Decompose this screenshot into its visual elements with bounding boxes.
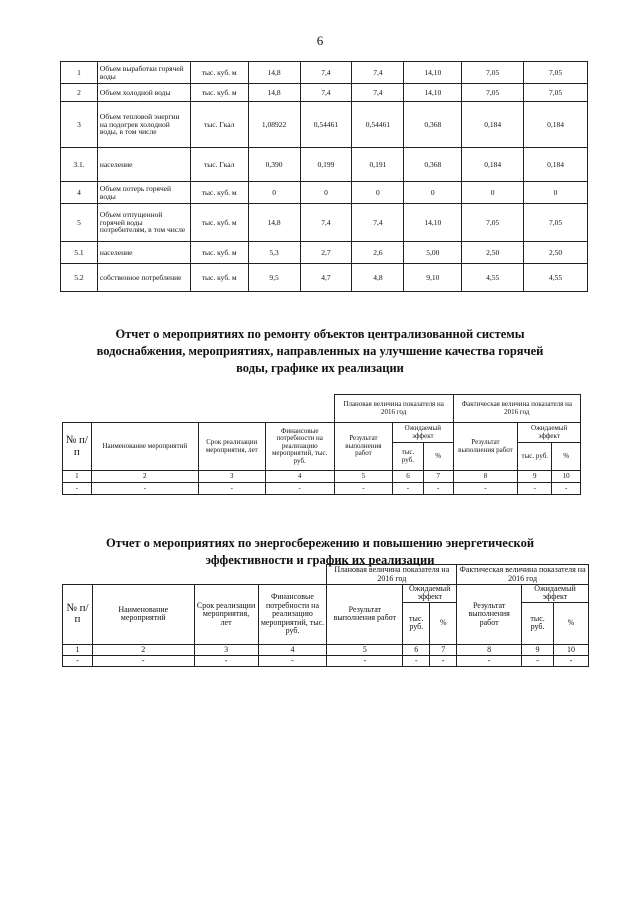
page-number: 6: [316, 33, 324, 48]
unit-cell: тыс. куб. м: [190, 242, 248, 264]
value-cell: 2,50: [524, 242, 588, 264]
value-cell: 0,184: [524, 148, 588, 182]
pct-header: %: [430, 602, 457, 644]
value-cell: 4,55: [524, 264, 588, 292]
row-number: 5: [61, 204, 98, 242]
column-number: 1: [63, 471, 92, 483]
table-row: [61, 102, 588, 148]
value-cell: 7,4: [352, 62, 404, 84]
row-number: 4: [61, 182, 98, 204]
indicator-name: Объем отпущенной горячей воды потребителям, в том числе: [97, 204, 190, 242]
row-number: 3.1.: [61, 148, 98, 182]
indicator-name: Объем холодной воды: [97, 84, 190, 102]
value-cell: 14,10: [404, 62, 462, 84]
unit-cell: тыс. куб. м: [190, 62, 248, 84]
table-row: [63, 471, 581, 483]
dash-cell: -: [457, 655, 522, 666]
value-cell: 0,54461: [300, 102, 352, 148]
column-number: 9: [518, 471, 552, 483]
pct-header: %: [554, 602, 589, 644]
unit-cell: тыс. куб. м: [190, 84, 248, 102]
value-cell: 7,4: [300, 62, 352, 84]
column-number: 1: [63, 644, 93, 655]
num-header: № п/п: [63, 585, 93, 645]
title-line: Отчет о мероприятиях по энергосбережению и повышению энергетической: [105, 536, 535, 550]
value-cell: 4,55: [462, 264, 524, 292]
value-cell: 5,00: [404, 242, 462, 264]
result-header: Результат выполнения работ: [327, 585, 403, 645]
value-cell: 7,4: [352, 204, 404, 242]
result-header: Результат выполнения работ: [457, 585, 522, 645]
volumes-table: [60, 61, 588, 292]
value-cell: 0,368: [404, 102, 462, 148]
value-cell: 2,6: [352, 242, 404, 264]
dash-cell: -: [63, 483, 92, 495]
value-cell: 0,199: [300, 148, 352, 182]
column-number: 4: [265, 471, 334, 483]
value-cell: 0: [462, 182, 524, 204]
value-cell: 0,184: [524, 102, 588, 148]
unit-cell: тыс. куб. м: [190, 182, 248, 204]
num-header: № п/п: [63, 423, 92, 471]
indicator-name: Объем выработки горячей воды: [97, 62, 190, 84]
indicator-name: население: [97, 148, 190, 182]
plan-header: Плановая величина показателя на 2016 год: [327, 565, 457, 585]
title-line: Отчет о мероприятиях по ремонту объектов централизованной системы: [115, 327, 525, 341]
unit-cell: тыс. Гкал: [190, 148, 248, 182]
table-row: [63, 655, 589, 666]
value-cell: 7,05: [462, 84, 524, 102]
column-number: 9: [522, 644, 554, 655]
result-header: Результат выполнения работ: [334, 423, 392, 471]
value-cell: 0: [404, 182, 462, 204]
table-row: [61, 62, 588, 84]
value-cell: 14,8: [248, 84, 300, 102]
thous-header: тыс. руб.: [518, 443, 552, 471]
value-cell: 0: [248, 182, 300, 204]
value-cell: 7,05: [524, 62, 588, 84]
column-number: 8: [453, 471, 518, 483]
title-line: эффективности и график их реализации: [205, 553, 435, 567]
title-line: водоснабжения, мероприятиях, направленных на улучшение качества горячей: [96, 344, 544, 358]
value-cell: 7,05: [524, 84, 588, 102]
table-row: [61, 182, 588, 204]
plan-header: Плановая величина показателя на 2016 год: [334, 395, 453, 423]
value-cell: 4,8: [352, 264, 404, 292]
name-header: Наименование мероприятий: [91, 423, 198, 471]
column-number: 10: [554, 644, 589, 655]
table-row: [63, 483, 581, 495]
dash-cell: -: [63, 655, 93, 666]
dash-cell: -: [91, 483, 198, 495]
value-cell: 0: [524, 182, 588, 204]
value-cell: 0,184: [462, 102, 524, 148]
column-number: 3: [198, 471, 265, 483]
table-row: [61, 264, 588, 292]
result-header: Результат выполнения работ: [453, 423, 518, 471]
value-cell: 0,390: [248, 148, 300, 182]
value-cell: 1,08922: [248, 102, 300, 148]
value-cell: 5,3: [248, 242, 300, 264]
value-cell: 4,7: [300, 264, 352, 292]
column-number: 5: [327, 644, 403, 655]
column-number: 7: [423, 471, 453, 483]
indicator-name: Объем тепловой энергии на подогрев холодной воды, в том числе: [97, 102, 190, 148]
value-cell: 0: [352, 182, 404, 204]
value-cell: 0,368: [404, 148, 462, 182]
value-cell: 7,05: [462, 62, 524, 84]
thous-header: тыс. руб.: [393, 443, 424, 471]
column-number: 10: [552, 471, 581, 483]
dash-cell: -: [92, 655, 194, 666]
column-number: 2: [91, 471, 198, 483]
table-row: [61, 148, 588, 182]
energy-measures-table: [62, 564, 589, 667]
dash-cell: -: [194, 655, 258, 666]
column-number: 3: [194, 644, 258, 655]
value-cell: 0,191: [352, 148, 404, 182]
indicator-name: Объем потерь горячей воды: [97, 182, 190, 204]
value-cell: 0,54461: [352, 102, 404, 148]
name-header: Наименование мероприятий: [92, 585, 194, 645]
expected-header: Ожидаемый эффект: [403, 585, 457, 603]
value-cell: 0,184: [462, 148, 524, 182]
value-cell: 7,05: [524, 204, 588, 242]
row-number: 1: [61, 62, 98, 84]
dash-cell: -: [552, 483, 581, 495]
column-number: 2: [92, 644, 194, 655]
expected-header: Ожидаемый эффект: [518, 423, 581, 443]
repair-measures-table: [62, 394, 581, 495]
value-cell: 2,50: [462, 242, 524, 264]
title-line: воды, графике их реализации: [236, 361, 404, 375]
expected-header: Ожидаемый эффект: [522, 585, 589, 603]
value-cell: 14,8: [248, 204, 300, 242]
dash-cell: -: [430, 655, 457, 666]
column-number: 8: [457, 644, 522, 655]
value-cell: 7,4: [352, 84, 404, 102]
finance-header: Финансовые потребности на реализацию мероприятий, тыс. руб.: [258, 585, 327, 645]
value-cell: 14,8: [248, 62, 300, 84]
column-number: 4: [258, 644, 327, 655]
dash-cell: -: [327, 655, 403, 666]
unit-cell: тыс. куб. м: [190, 204, 248, 242]
thous-header: тыс. руб.: [522, 602, 554, 644]
value-cell: 14,10: [404, 84, 462, 102]
column-number: 5: [334, 471, 392, 483]
repair-report-title: [0, 326, 640, 377]
table-row: [61, 242, 588, 264]
indicator-name: население: [97, 242, 190, 264]
pct-header: %: [552, 443, 581, 471]
thous-header: тыс. руб.: [403, 602, 430, 644]
fact-header: Фактическая величина показателя на 2016 год: [457, 565, 589, 585]
row-number: 2: [61, 84, 98, 102]
fact-header: Фактическая величина показателя на 2016 год: [453, 395, 580, 423]
dash-cell: -: [403, 655, 430, 666]
dash-cell: -: [522, 655, 554, 666]
table-row: [61, 84, 588, 102]
dash-cell: -: [518, 483, 552, 495]
dash-cell: -: [393, 483, 424, 495]
unit-cell: тыс. Гкал: [190, 102, 248, 148]
dash-cell: -: [423, 483, 453, 495]
value-cell: 0: [300, 182, 352, 204]
dash-cell: -: [554, 655, 589, 666]
expected-header: Ожидаемый эффект: [393, 423, 454, 443]
row-number: 3: [61, 102, 98, 148]
dash-cell: -: [334, 483, 392, 495]
column-number: 6: [393, 471, 424, 483]
value-cell: 7,05: [462, 204, 524, 242]
indicator-name: собственное потребление: [97, 264, 190, 292]
dash-cell: -: [198, 483, 265, 495]
dash-cell: -: [265, 483, 334, 495]
table-row: [63, 644, 589, 655]
column-number: 6: [403, 644, 430, 655]
pct-header: %: [423, 443, 453, 471]
value-cell: 9,10: [404, 264, 462, 292]
column-number: 7: [430, 644, 457, 655]
value-cell: 7,4: [300, 204, 352, 242]
row-number: 5.2: [61, 264, 98, 292]
value-cell: 2,7: [300, 242, 352, 264]
dash-cell: -: [453, 483, 518, 495]
term-header: Срок реализации мероприятия, лет: [198, 423, 265, 471]
value-cell: 9,5: [248, 264, 300, 292]
finance-header: Финансовые потребности на реализацию мероприятий, тыс. руб.: [265, 423, 334, 471]
table-row: [61, 204, 588, 242]
term-header: Срок реализации мероприятия, лет: [194, 585, 258, 645]
value-cell: 14,10: [404, 204, 462, 242]
value-cell: 7,4: [300, 84, 352, 102]
dash-cell: -: [258, 655, 327, 666]
unit-cell: тыс. куб. м: [190, 264, 248, 292]
row-number: 5.1: [61, 242, 98, 264]
